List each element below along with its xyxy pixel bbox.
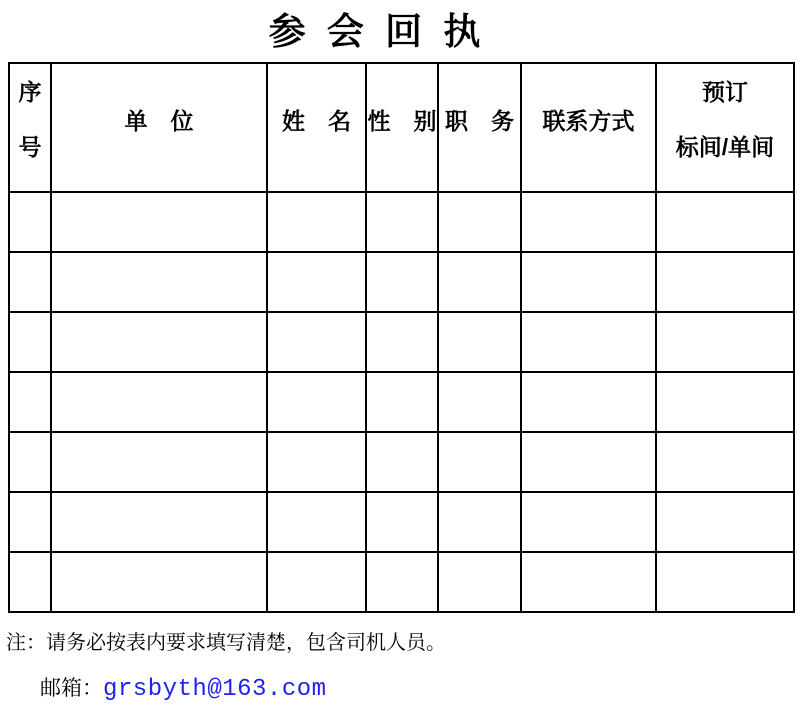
table-row xyxy=(9,432,794,492)
col-header-booking xyxy=(656,63,794,192)
empty-cell-index[interactable] xyxy=(9,312,51,372)
empty-cell-booking[interactable] xyxy=(656,372,794,432)
empty-cell-position[interactable] xyxy=(438,372,521,432)
reply-form-table xyxy=(8,62,795,613)
empty-cell-booking[interactable] xyxy=(656,312,794,372)
empty-cell-booking[interactable] xyxy=(656,252,794,312)
empty-cell-position[interactable] xyxy=(438,192,521,252)
empty-cell-contact[interactable] xyxy=(521,312,656,372)
col-header-unit xyxy=(51,63,267,192)
empty-cell-index[interactable] xyxy=(9,372,51,432)
empty-cell-position[interactable] xyxy=(438,312,521,372)
empty-cell-index[interactable] xyxy=(9,492,51,552)
name-header-label: 姓 名 xyxy=(282,108,351,134)
index-header-stack xyxy=(10,65,50,175)
table-row xyxy=(9,492,794,552)
col-header-position xyxy=(438,63,521,192)
note-text: 注：请务必按表内要求填写清楚，包含司机人员。 xyxy=(6,632,446,654)
header-row xyxy=(9,63,794,192)
empty-cell-gender[interactable] xyxy=(366,192,438,252)
empty-cell-name[interactable] xyxy=(267,312,366,372)
empty-cell-position[interactable] xyxy=(438,432,521,492)
empty-cell-booking[interactable] xyxy=(656,552,794,612)
empty-cell-unit[interactable] xyxy=(51,252,267,312)
empty-cell-index[interactable] xyxy=(9,552,51,612)
email-label: 邮箱： xyxy=(40,676,103,700)
empty-cell-index[interactable] xyxy=(9,252,51,312)
empty-cell-unit[interactable] xyxy=(51,372,267,432)
empty-cell-unit[interactable] xyxy=(51,312,267,372)
empty-cell-position[interactable] xyxy=(438,552,521,612)
email-line xyxy=(40,672,800,703)
col-header-name xyxy=(267,63,366,192)
booking-header-line1: 预订 xyxy=(702,78,748,105)
col-header-gender xyxy=(366,63,438,192)
table-row xyxy=(9,252,794,312)
empty-cell-unit[interactable] xyxy=(51,432,267,492)
table-body xyxy=(9,192,794,612)
empty-cell-contact[interactable] xyxy=(521,252,656,312)
empty-cell-index[interactable] xyxy=(9,432,51,492)
contact-header-label: 联系方式 xyxy=(542,108,635,134)
empty-cell-contact[interactable] xyxy=(521,552,656,612)
table-row xyxy=(9,312,794,372)
empty-cell-position[interactable] xyxy=(438,252,521,312)
empty-cell-name[interactable] xyxy=(267,432,366,492)
email-address[interactable]: grsbyth@163.com xyxy=(103,676,327,703)
booking-header-line2: 标间/单间 xyxy=(675,133,775,160)
empty-cell-contact[interactable] xyxy=(521,372,656,432)
page-title: 参 会 回 执 xyxy=(268,12,482,53)
table-row xyxy=(9,372,794,432)
empty-cell-booking[interactable] xyxy=(656,492,794,552)
empty-cell-name[interactable] xyxy=(267,492,366,552)
empty-cell-unit[interactable] xyxy=(51,192,267,252)
position-header-label: 职 务 xyxy=(445,108,514,134)
empty-cell-booking[interactable] xyxy=(656,192,794,252)
empty-cell-gender[interactable] xyxy=(366,492,438,552)
empty-cell-name[interactable] xyxy=(267,552,366,612)
col-header-index xyxy=(9,63,51,192)
empty-cell-gender[interactable] xyxy=(366,252,438,312)
table-row xyxy=(9,192,794,252)
empty-cell-gender[interactable] xyxy=(366,372,438,432)
empty-cell-contact[interactable] xyxy=(521,492,656,552)
empty-cell-booking[interactable] xyxy=(656,432,794,492)
index-header-line2: 号 xyxy=(18,133,42,160)
empty-cell-position[interactable] xyxy=(438,492,521,552)
table-row xyxy=(9,552,794,612)
empty-cell-unit[interactable] xyxy=(51,552,267,612)
empty-cell-gender[interactable] xyxy=(366,552,438,612)
empty-cell-name[interactable] xyxy=(267,192,366,252)
empty-cell-contact[interactable] xyxy=(521,192,656,252)
empty-cell-gender[interactable] xyxy=(366,312,438,372)
col-header-contact xyxy=(521,63,656,192)
empty-cell-gender[interactable] xyxy=(366,432,438,492)
empty-cell-unit[interactable] xyxy=(51,492,267,552)
unit-header-label: 单 位 xyxy=(124,108,194,134)
index-header-line1: 序 xyxy=(18,78,42,105)
empty-cell-contact[interactable] xyxy=(521,432,656,492)
gender-header-label: 性 别 xyxy=(367,108,437,134)
empty-cell-name[interactable] xyxy=(267,372,366,432)
empty-cell-index[interactable] xyxy=(9,192,51,252)
empty-cell-name[interactable] xyxy=(267,252,366,312)
booking-header-stack xyxy=(657,65,793,175)
